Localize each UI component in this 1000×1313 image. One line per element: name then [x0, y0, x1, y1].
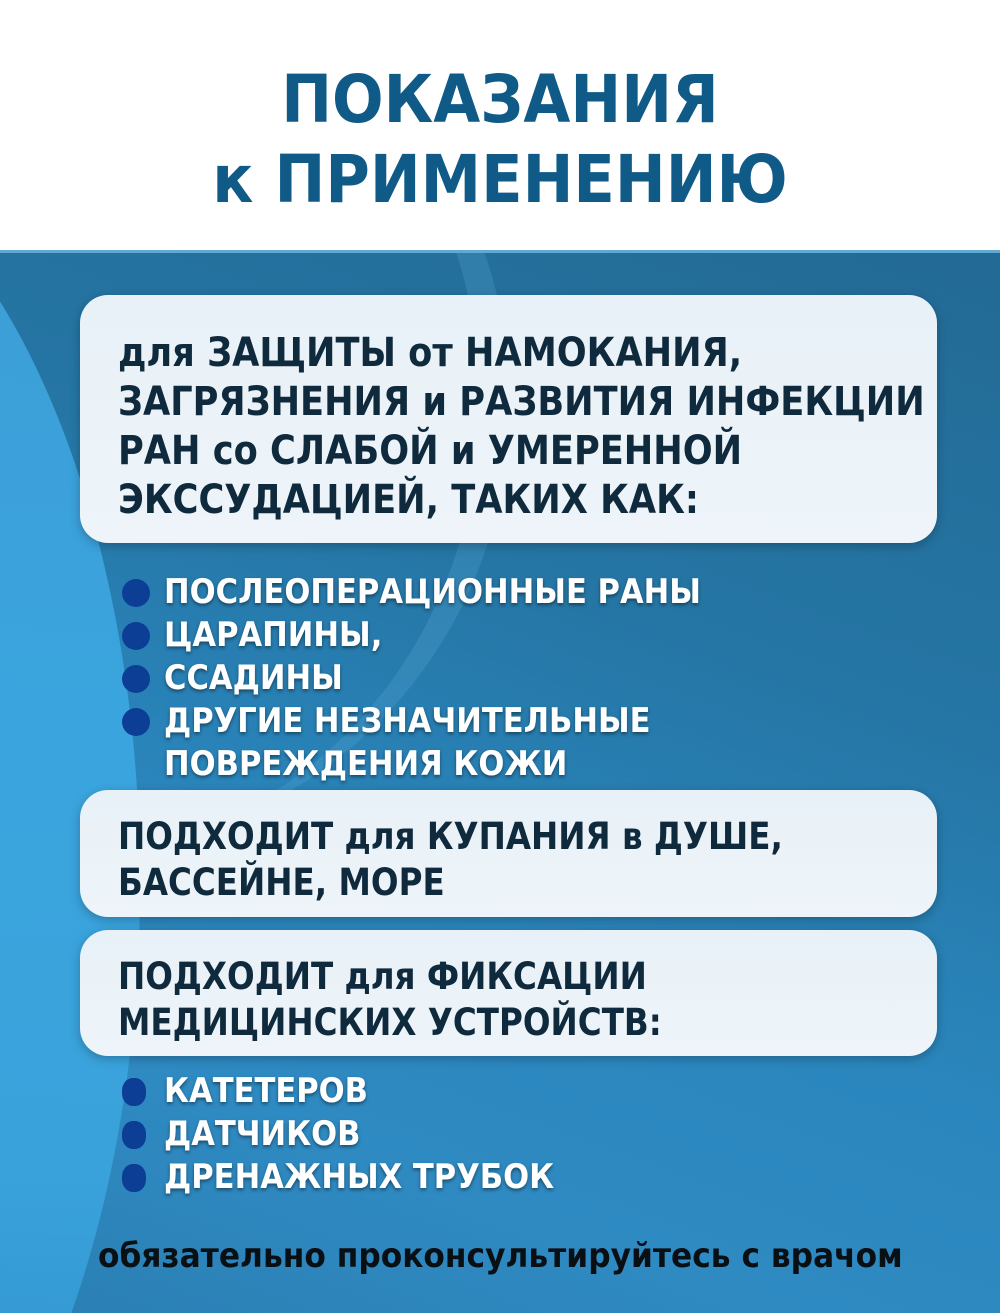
header [0, 0, 1000, 250]
bullet-dot-icon [122, 665, 150, 693]
list-item: ПОСЛЕОПЕРАЦИОННЫЕ РАНЫ [122, 571, 761, 614]
card-line: МЕДИЦИНСКИХ УСТРОЙСТВ: [118, 1001, 662, 1044]
card-line: БАССЕЙНЕ, МОРЕ [118, 861, 445, 904]
list-item: ЦАРАПИНЫ, [122, 614, 761, 657]
card-line: ПОДХОДИТ для КУПАНИЯ в ДУШЕ, [118, 815, 783, 858]
bullet-dot-icon [122, 1121, 146, 1149]
card-line: ПОДХОДИТ для ФИКСАЦИИ [118, 955, 647, 998]
bullet-dot-icon [122, 1078, 146, 1106]
list-item: ДРУГИЕ НЕЗНАЧИТЕЛЬНЫЕ [122, 700, 761, 743]
bullet-dot-icon [122, 708, 150, 736]
content-panel [0, 250, 1000, 1313]
bullet-dot-icon [122, 1164, 146, 1192]
protection-card [80, 295, 937, 543]
bullet-dot-icon [122, 579, 150, 607]
list-item-continuation: ПОВРЕЖДЕНИЯ КОЖИ [164, 744, 568, 784]
card-line: для ЗАЩИТЫ от НАМОКАНИЯ, [118, 330, 743, 376]
title-line-2: к ПРИМЕНЕНИЮ [212, 141, 788, 218]
devices-list [122, 1070, 597, 1199]
title-line-1: ПОКАЗАНИЯ [281, 61, 719, 138]
list-item: КАТЕТЕРОВ [122, 1070, 597, 1113]
bathing-card [80, 790, 937, 917]
list-item: ДАТЧИКОВ [122, 1113, 597, 1156]
page-title [40, 60, 960, 220]
list-item: ССАДИНЫ [122, 657, 761, 700]
device-fixation-card [80, 930, 937, 1056]
bullet-dot-icon [122, 622, 150, 650]
card-line: ЭКССУДАЦИЕЙ, ТАКИХ КАК: [118, 477, 699, 523]
card-line: РАН со СЛАБОЙ и УМЕРЕННОЙ [118, 428, 743, 474]
card-line: ЗАГРЯЗНЕНИЯ и РАЗВИТИЯ ИНФЕКЦИИ [118, 379, 925, 425]
list-item: ДРЕНАЖНЫХ ТРУБОК [122, 1156, 597, 1199]
wound-types-list [122, 571, 761, 786]
consult-doctor-note: обязательно проконсультируйтесь с врачом [97, 1236, 903, 1276]
